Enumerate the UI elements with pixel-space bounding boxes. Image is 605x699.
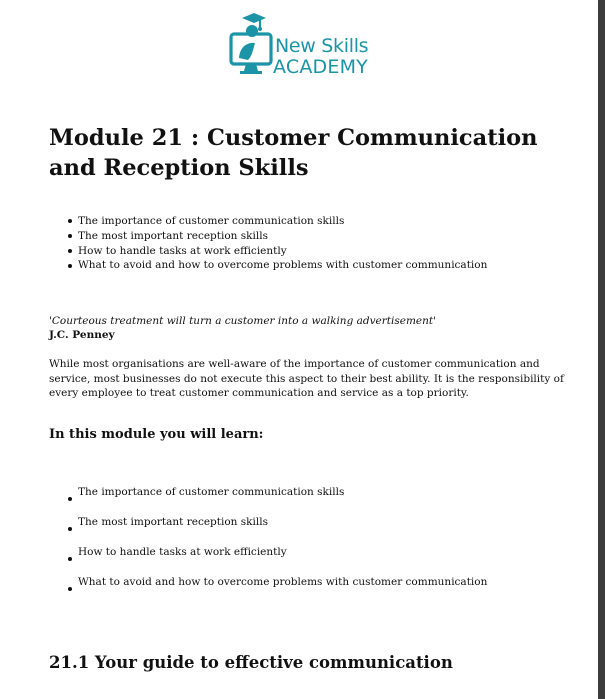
list-item: The importance of customer communication skills [67,214,487,229]
list-item: How to handle tasks at work efficiently [67,544,487,574]
intro-bullet-list [67,214,487,273]
viewer-background [598,0,605,699]
list-item: What to avoid and how to overcome problems with customer communication [67,258,487,273]
list-item: The most important reception skills [67,514,487,544]
list-item: The importance of customer communication skills [67,484,487,514]
brand-name-line2: ACADEMY [273,56,368,78]
module-title: Module 21 : Customer Communication and Reception Skills [49,125,538,181]
list-item: The most important reception skills [67,229,487,244]
academy-logo-icon [228,12,274,78]
learn-bullet-list [67,484,487,604]
section-heading: 21.1 Your guide to effective communication [49,653,453,672]
brand-logo [228,10,388,82]
intro-paragraph: While most organisations are well-aware of the importance of customer communication and service, most businesses do not execute this aspect to their best ability. It is the responsibility of every employee to treat customer communication and service as a top priority. [49,358,564,400]
list-item: What to avoid and how to overcome problems with customer communication [67,574,487,604]
list-item: How to handle tasks at work efficiently [67,244,487,259]
quote-text: 'Courteous treatment will turn a customer into a walking advertisement' [49,315,436,327]
learn-heading: In this module you will learn: [49,427,264,442]
brand-name-line1: New Skills [275,35,369,57]
quote-author: J.C. Penney [49,329,115,341]
